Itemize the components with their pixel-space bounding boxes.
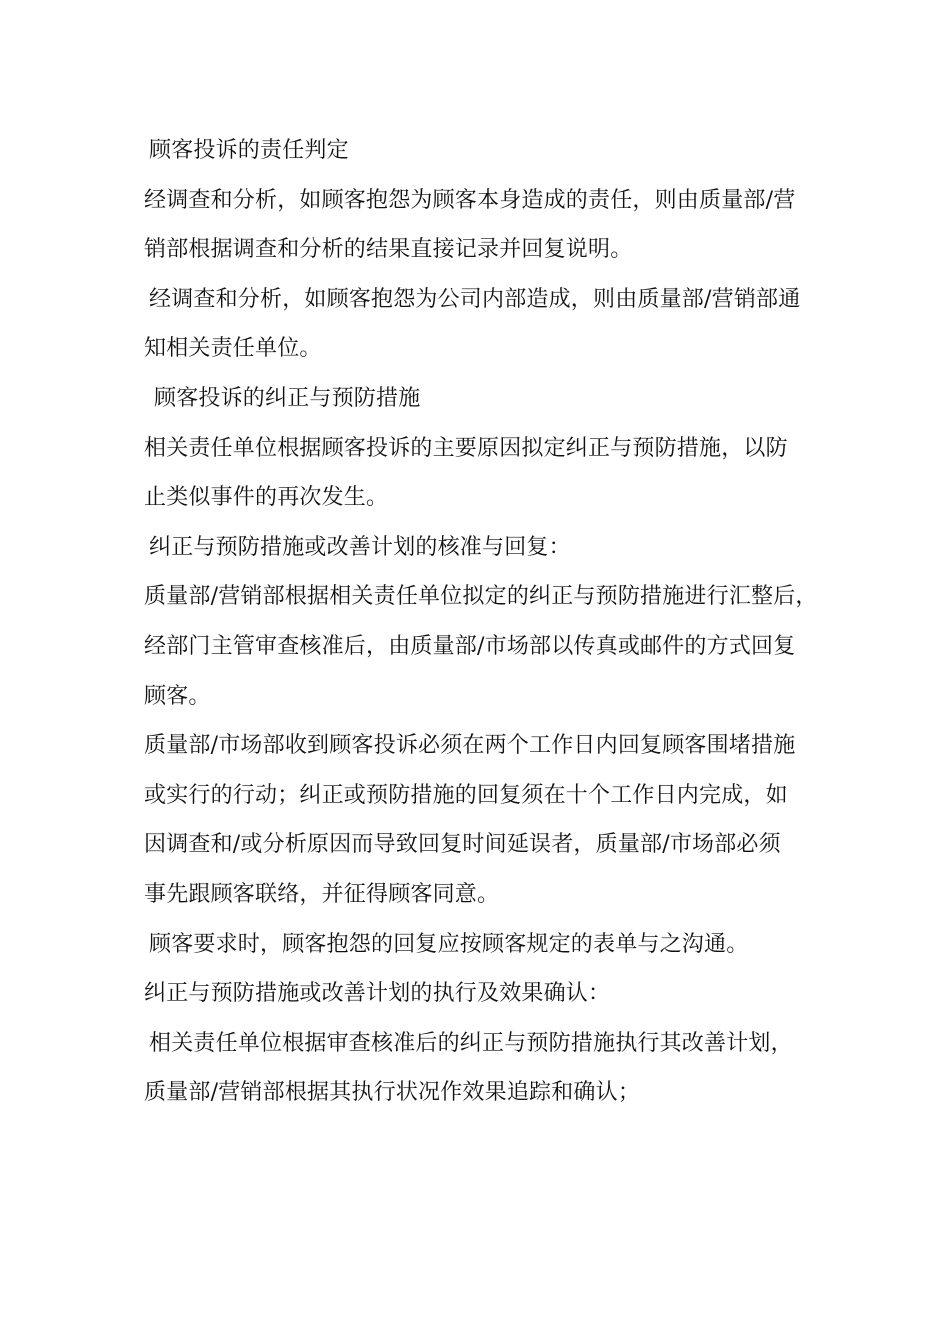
paragraph-line: 或实行的行动；纠正或预防措施的回复须在十个工作日内完成，如	[144, 782, 788, 808]
paragraph-line: 经调查和分析，如顾客抱怨为顾客本身造成的责任，则由质量部/营	[144, 187, 796, 213]
section-heading-responsibility: 顾客投诉的责任判定	[149, 138, 349, 163]
section-heading-execution-verification: 纠正与预防措施或改善计划的执行及效果确认：	[144, 981, 611, 1007]
paragraph-line: 相关责任单位根据顾客投诉的主要原因拟定纠正与预防措施，以防	[144, 435, 788, 461]
section-heading-approval-reply: 纠正与预防措施或改善计划的核准与回复：	[149, 534, 571, 560]
paragraph-line: 经调查和分析，如顾客抱怨为公司内部造成，则由质量部/营销部通	[149, 286, 801, 312]
paragraph-line: 事先跟顾客联络，并征得顾客同意。	[144, 881, 500, 907]
paragraph-line: 经部门主管审查核准后，由质量部/市场部以传真或邮件的方式回复	[144, 633, 796, 659]
section-heading-corrective-measures: 顾客投诉的纠正与预防措施	[154, 385, 421, 411]
paragraph-line: 质量部/营销部根据其执行状况作效果追踪和确认；	[144, 1080, 641, 1106]
paragraph-line: 知相关责任单位。	[144, 336, 322, 362]
paragraph-line: 相关责任单位根据审查核准后的纠正与预防措施执行其改善计划，	[149, 1030, 793, 1056]
paragraph-line: 因调查和/或分析原因而导致回复时间延误者，质量部/市场部必须	[144, 832, 781, 858]
paragraph-line: 顾客要求时，顾客抱怨的回复应按顾客规定的表单与之沟通。	[149, 931, 749, 957]
paragraph-line: 顾客。	[144, 683, 211, 709]
paragraph-line: 质量部/营销部根据相关责任单位拟定的纠正与预防措施进行汇整后，	[144, 584, 818, 610]
paragraph-line: 销部根据调查和分析的结果直接记录并回复说明。	[144, 237, 633, 263]
paragraph-line: 质量部/市场部收到顾客投诉必须在两个工作日内回复顾客围堵措施	[144, 733, 796, 759]
document-body	[144, 126, 824, 1118]
paragraph-line: 止类似事件的再次发生。	[144, 485, 389, 511]
